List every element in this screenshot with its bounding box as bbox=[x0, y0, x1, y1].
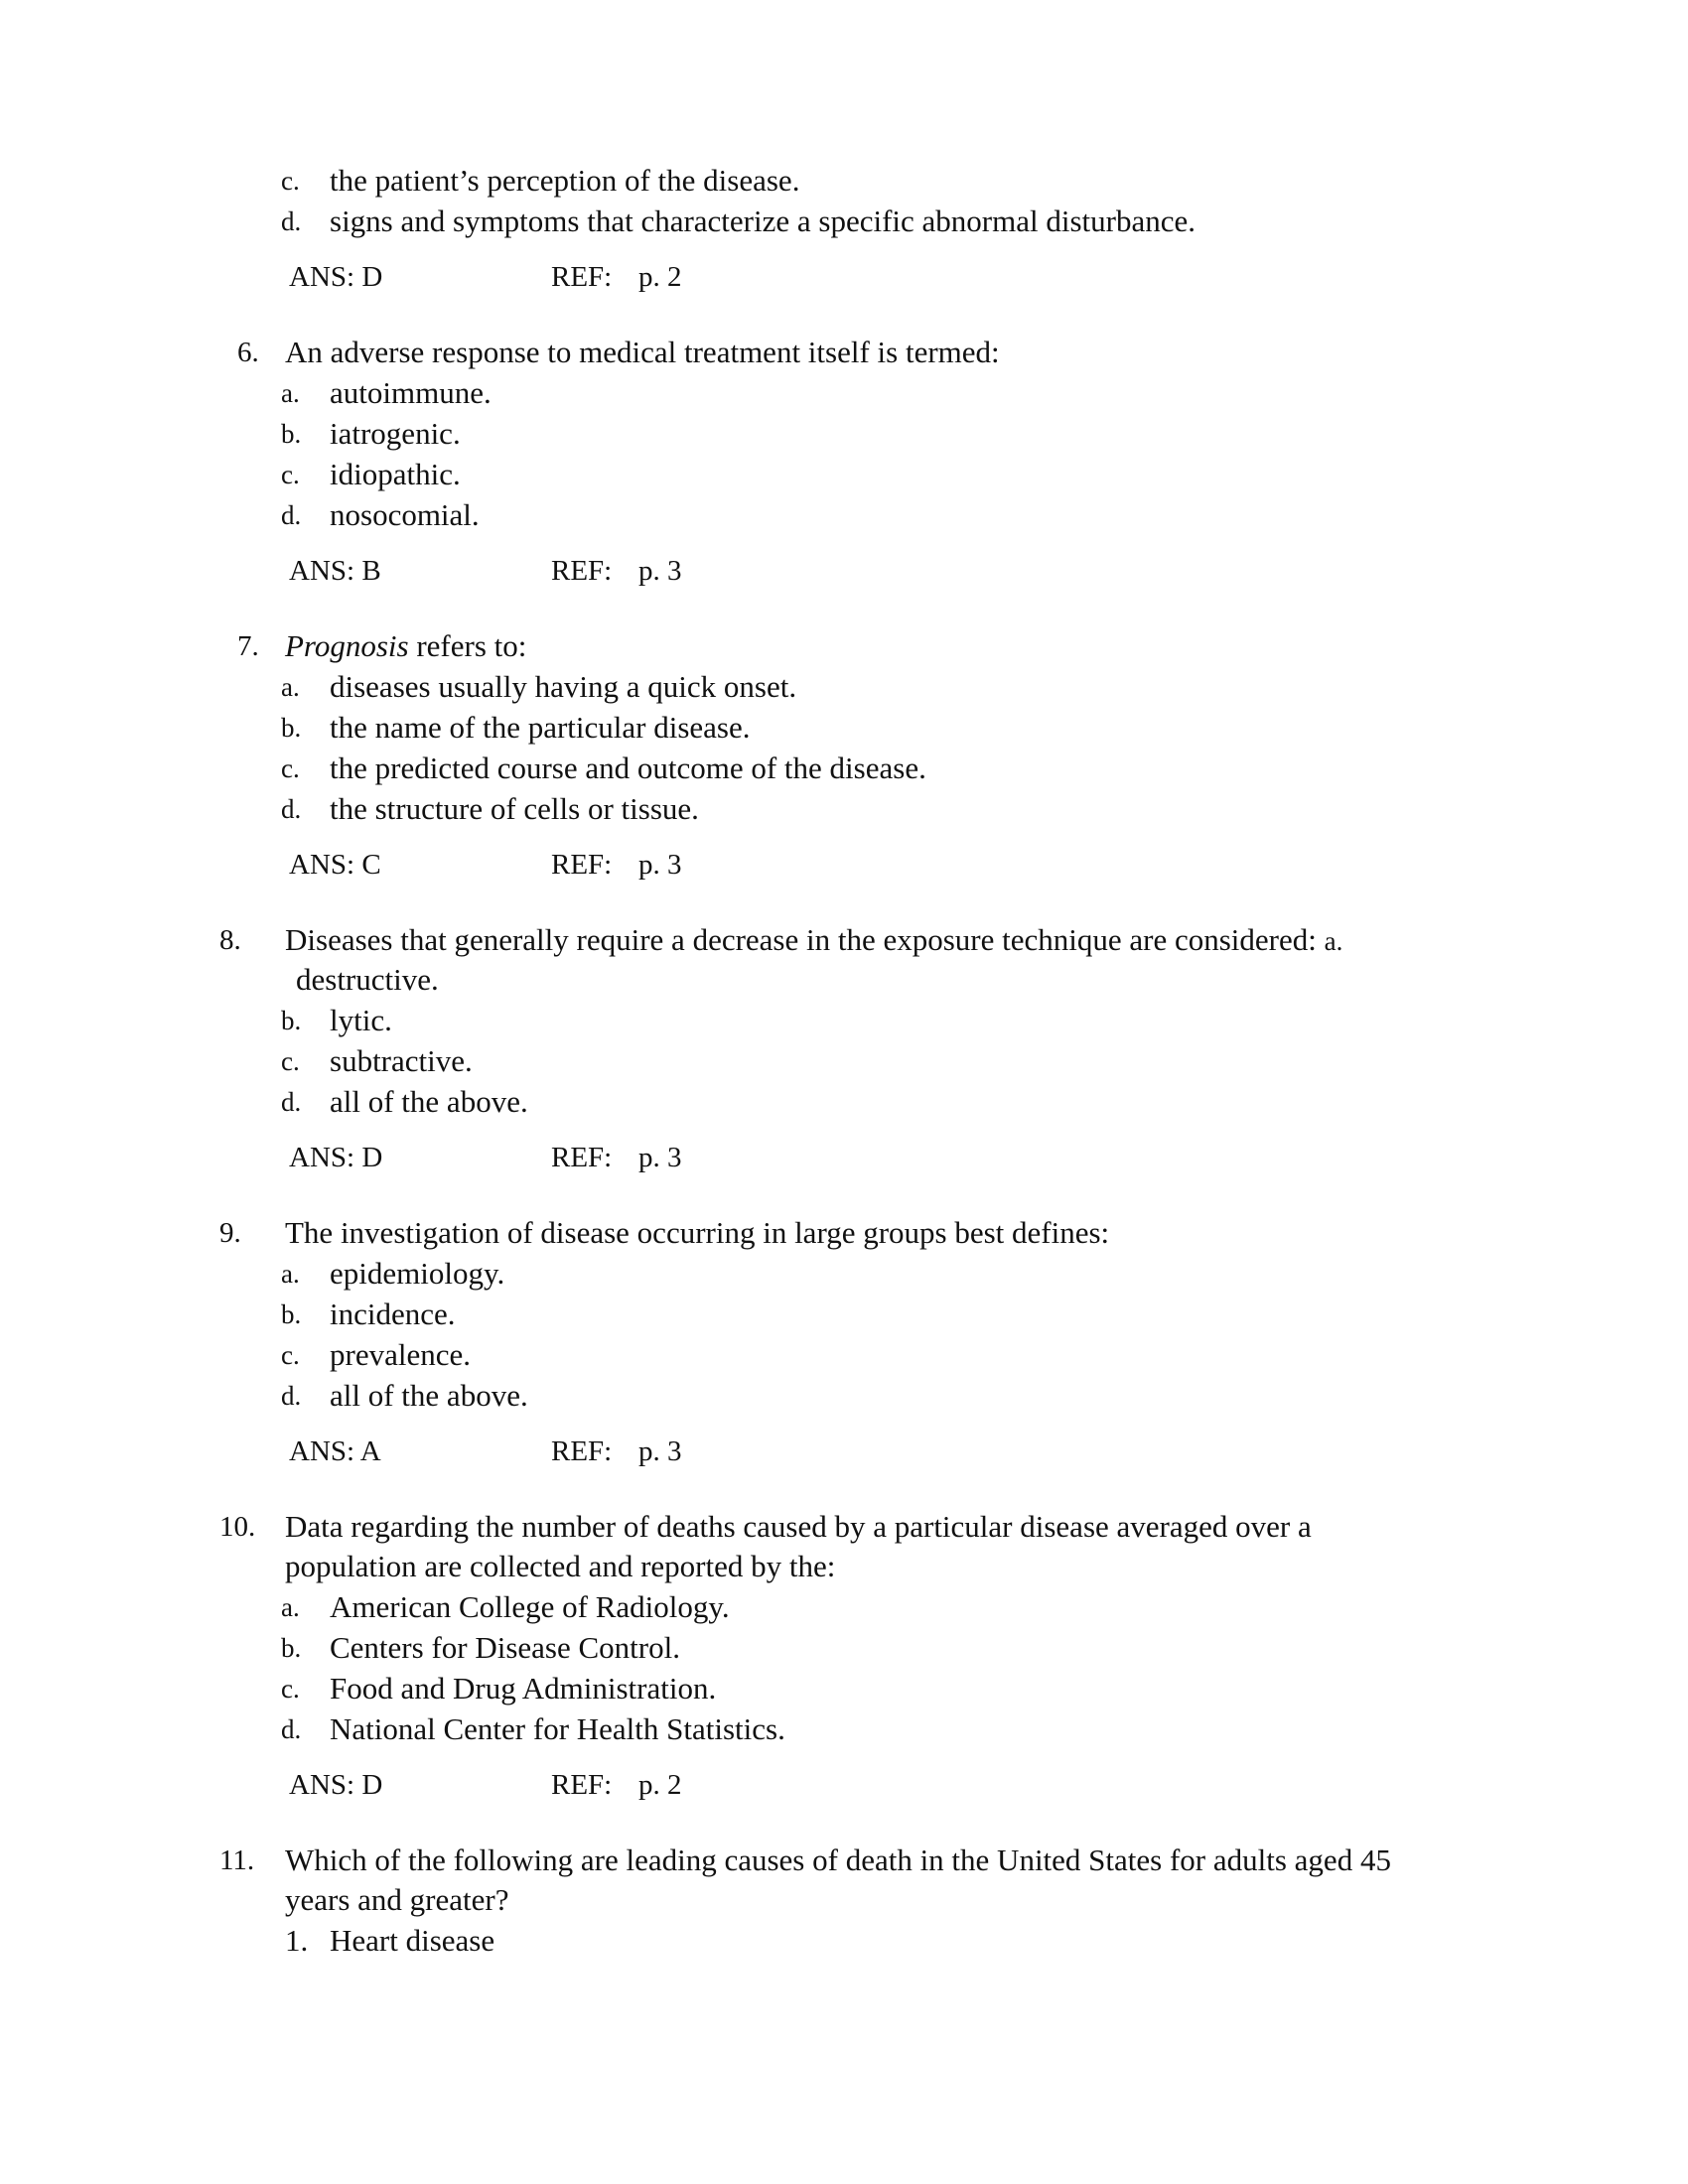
page-reference: p. 2 bbox=[638, 1769, 682, 1801]
option-text: prevalence. bbox=[330, 1337, 471, 1372]
question-number: 8. bbox=[219, 924, 241, 956]
answer-key: ANS: D bbox=[289, 261, 383, 293]
option-label: d. bbox=[281, 1714, 302, 1744]
question-number: 7. bbox=[237, 630, 259, 662]
option-label: c. bbox=[281, 460, 300, 489]
ref-label: REF: bbox=[551, 1769, 613, 1801]
option-label: a. bbox=[281, 1592, 300, 1622]
answer-row bbox=[289, 261, 682, 293]
question-text: Which of the following are leading causes of death in the United States for adults aged 45 bbox=[285, 1843, 1391, 1877]
question-text-rest: refers to: bbox=[408, 628, 527, 663]
answer-row bbox=[289, 1142, 682, 1173]
question-number: 9. bbox=[219, 1217, 241, 1249]
option-text: nosocomial. bbox=[330, 497, 480, 532]
ref-label: REF: bbox=[551, 849, 613, 881]
option-text: idiopathic. bbox=[330, 457, 461, 491]
answer-key: ANS: B bbox=[289, 555, 381, 587]
question-text: An adverse response to medical treatment itself is termed: bbox=[285, 335, 1000, 369]
option-label: a. bbox=[1324, 926, 1343, 956]
option-label: d. bbox=[281, 794, 302, 824]
option-text: American College of Radiology. bbox=[330, 1589, 730, 1624]
question-text: Data regarding the number of deaths caused by a particular disease averaged over a bbox=[285, 1509, 1312, 1544]
option-label: a. bbox=[281, 672, 300, 702]
italic-term: Prognosis bbox=[285, 628, 409, 663]
ref-label: REF: bbox=[551, 555, 613, 587]
option-label: b. bbox=[281, 1633, 302, 1663]
option-label: 1. bbox=[285, 1923, 309, 1958]
option-text: the predicted course and outcome of the disease. bbox=[330, 751, 926, 785]
question-text-main: Diseases that generally require a decrease in the exposure technique are considered: bbox=[285, 922, 1325, 957]
answer-row bbox=[289, 1435, 682, 1467]
question-number: 10. bbox=[219, 1511, 256, 1543]
option-label: b. bbox=[281, 1299, 302, 1329]
option-label: c. bbox=[281, 1046, 300, 1076]
option-label: d. bbox=[281, 206, 302, 236]
option-text: destructive. bbox=[296, 962, 439, 997]
option-text: Food and Drug Administration. bbox=[330, 1671, 717, 1706]
option-label: b. bbox=[281, 419, 302, 449]
question-text-line2: years and greater? bbox=[285, 1882, 509, 1917]
option-text: all of the above. bbox=[330, 1378, 528, 1413]
option-text: autoimmune. bbox=[330, 375, 492, 410]
question-text bbox=[285, 630, 526, 661]
option-text: iatrogenic. bbox=[330, 416, 461, 451]
page-reference: p. 3 bbox=[638, 1435, 682, 1467]
ref-label: REF: bbox=[551, 261, 613, 293]
option-text: lytic. bbox=[330, 1003, 392, 1037]
option-text: the patient’s perception of the disease. bbox=[330, 163, 800, 198]
answer-key: ANS: D bbox=[289, 1769, 383, 1801]
option-label: b. bbox=[281, 1006, 302, 1035]
page-reference: p. 2 bbox=[638, 261, 682, 293]
question-number: 11. bbox=[219, 1844, 255, 1876]
option-text: epidemiology. bbox=[330, 1256, 505, 1291]
option-label: c. bbox=[281, 1340, 300, 1370]
option-label: a. bbox=[281, 1259, 300, 1289]
ref-label: REF: bbox=[551, 1142, 613, 1173]
option-text: Centers for Disease Control. bbox=[330, 1630, 680, 1665]
option-label: c. bbox=[281, 1674, 300, 1704]
answer-row bbox=[289, 1769, 682, 1801]
page-reference: p. 3 bbox=[638, 555, 682, 587]
option-text: diseases usually having a quick onset. bbox=[330, 669, 797, 704]
option-text: subtractive. bbox=[330, 1043, 473, 1078]
answer-key: ANS: C bbox=[289, 849, 381, 881]
option-label: d. bbox=[281, 1381, 302, 1411]
option-label: d. bbox=[281, 500, 302, 530]
option-label: c. bbox=[281, 166, 300, 196]
question-text bbox=[285, 924, 1342, 955]
answer-row bbox=[289, 849, 682, 881]
question-text-line2: population are collected and reported by the: bbox=[285, 1549, 836, 1583]
option-text: Heart disease bbox=[330, 1923, 495, 1958]
page-reference: p. 3 bbox=[638, 849, 682, 881]
option-label: c. bbox=[281, 753, 300, 783]
page-reference: p. 3 bbox=[638, 1142, 682, 1173]
option-text: incidence. bbox=[330, 1297, 456, 1331]
option-label: b. bbox=[281, 713, 302, 743]
option-text: National Center for Health Statistics. bbox=[330, 1711, 785, 1746]
question-number: 6. bbox=[237, 337, 259, 368]
option-text: the name of the particular disease. bbox=[330, 710, 751, 745]
answer-row bbox=[289, 555, 682, 587]
option-text: signs and symptoms that characterize a specific abnormal disturbance. bbox=[330, 204, 1196, 238]
option-label: a. bbox=[281, 378, 300, 408]
answer-key: ANS: D bbox=[289, 1142, 383, 1173]
option-label: d. bbox=[281, 1087, 302, 1117]
answer-key: ANS: A bbox=[289, 1435, 381, 1467]
option-text: the structure of cells or tissue. bbox=[330, 791, 699, 826]
ref-label: REF: bbox=[551, 1435, 613, 1467]
option-text: all of the above. bbox=[330, 1084, 528, 1119]
question-text: The investigation of disease occurring in large groups best defines: bbox=[285, 1215, 1110, 1250]
